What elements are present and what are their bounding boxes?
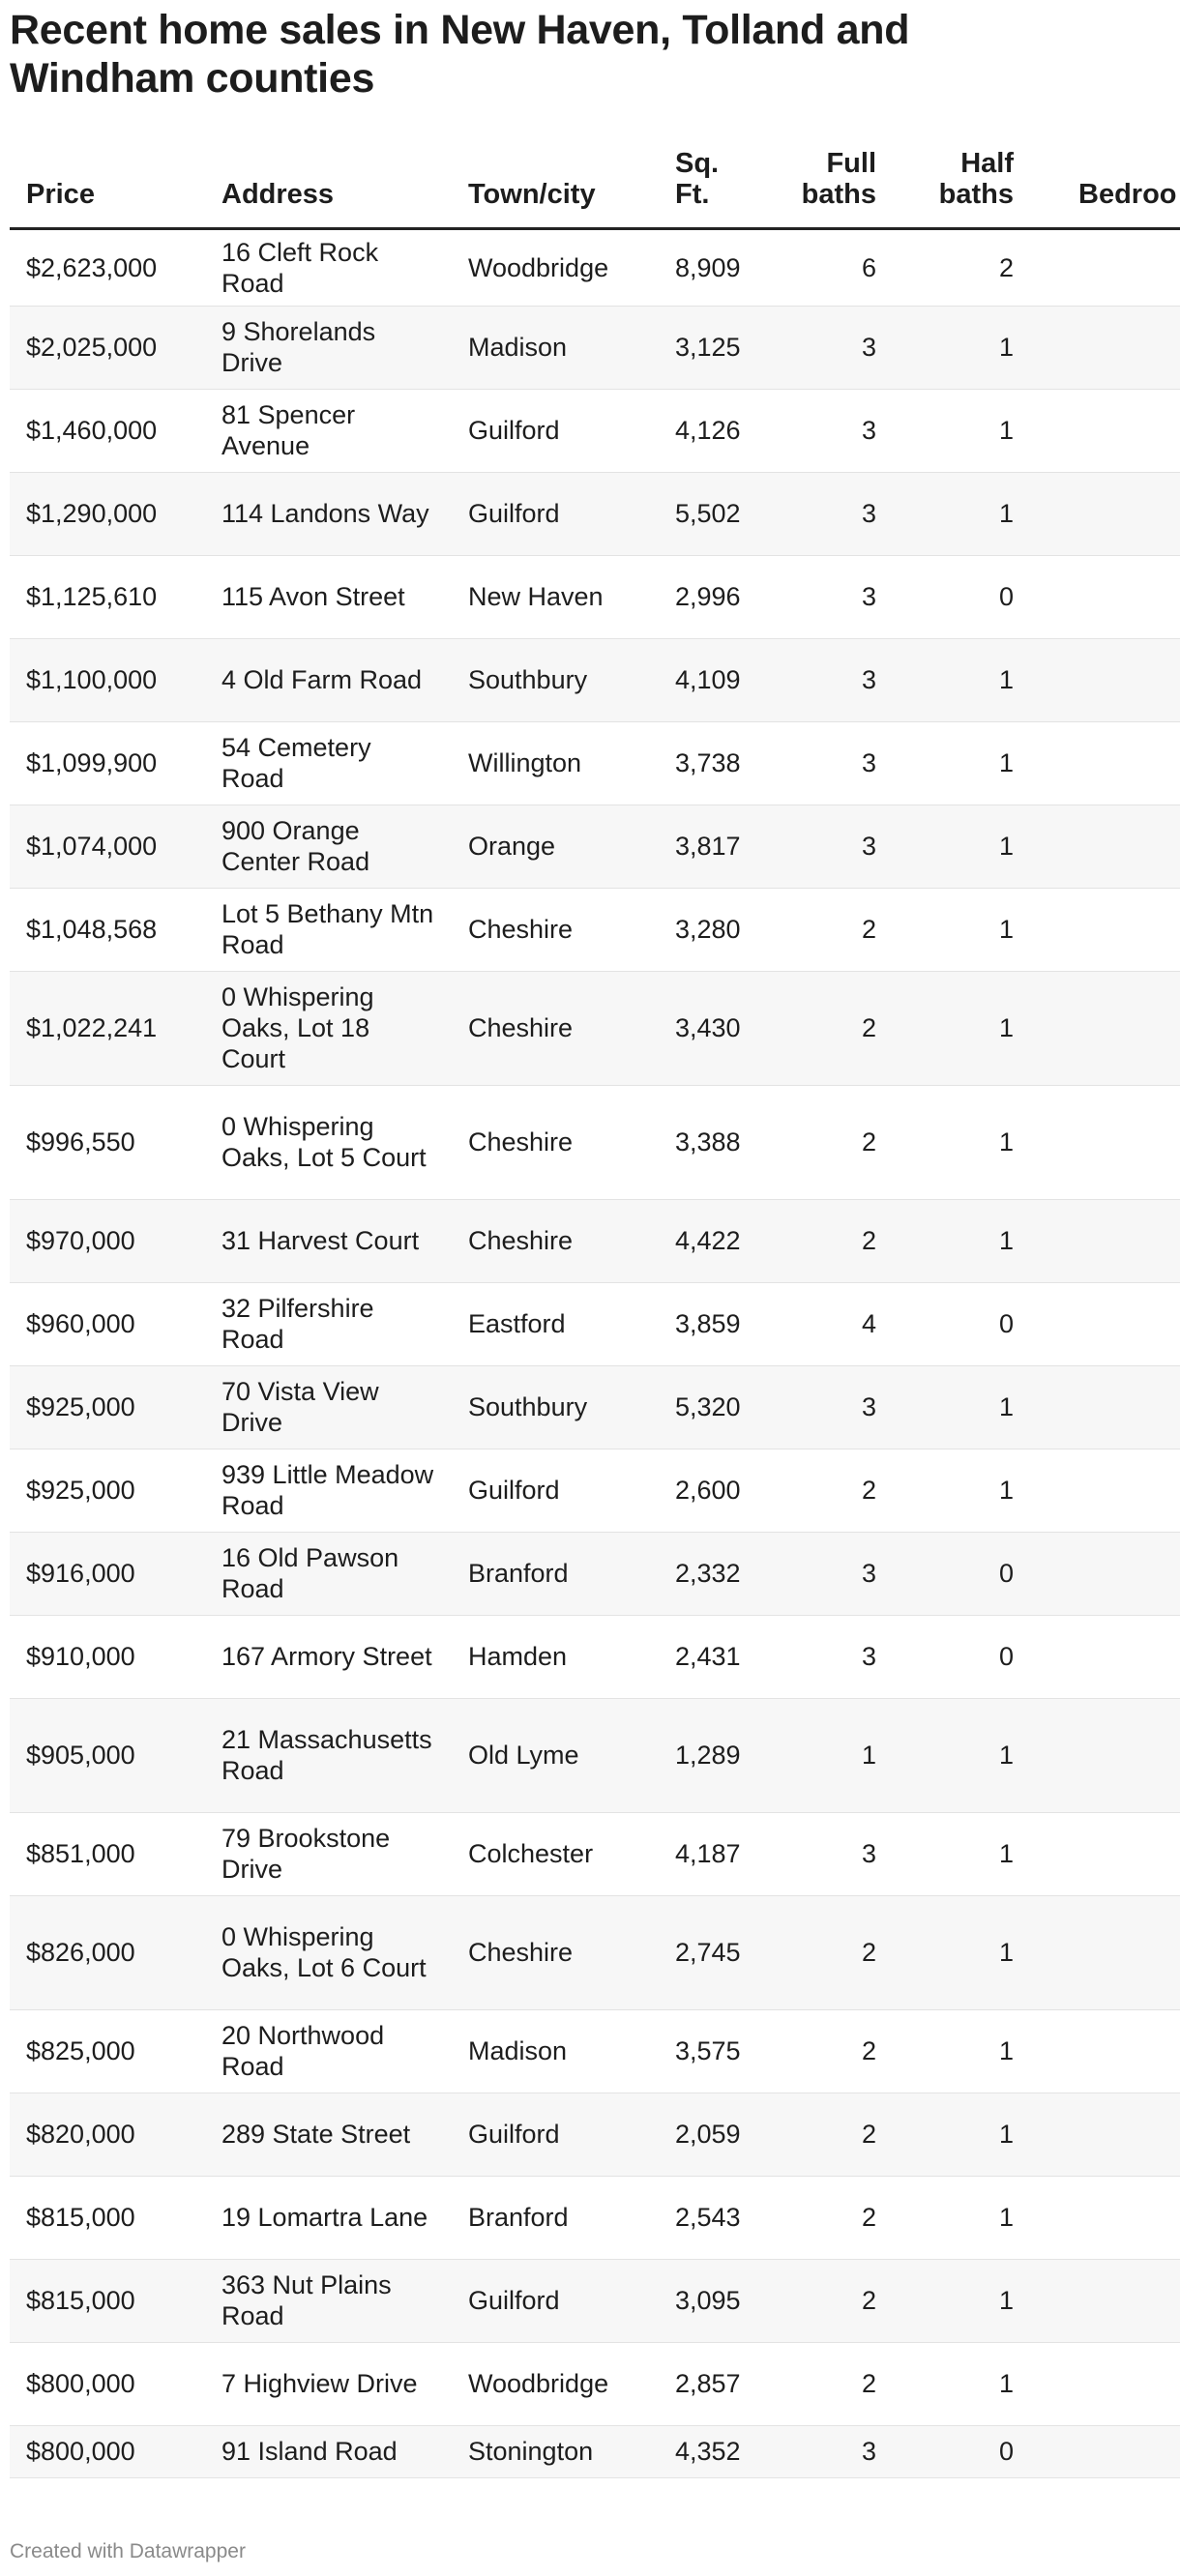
bedrooms-cell — [1030, 2342, 1180, 2425]
sqft-cell: 2,332 — [659, 1532, 760, 1615]
bedrooms-cell — [1030, 555, 1180, 638]
bedrooms-cell — [1030, 2259, 1180, 2342]
address-cell: 21 Massachusetts Road — [205, 1698, 452, 1812]
full-baths-cell: 3 — [760, 1532, 893, 1615]
town-cell: Woodbridge — [452, 228, 659, 306]
town-cell: Old Lyme — [452, 1698, 659, 1812]
half-baths-cell: 1 — [893, 1449, 1030, 1532]
full-baths-cell: 2 — [760, 888, 893, 971]
chart-title: Recent home sales in New Haven, Tolland and Windham counties — [10, 7, 910, 102]
half-baths-cell: 1 — [893, 805, 1030, 888]
price-cell: $1,290,000 — [10, 472, 205, 555]
sqft-cell: 3,280 — [659, 888, 760, 971]
header-half-baths[interactable]: Half baths — [893, 135, 1030, 228]
town-cell: Stonington — [452, 2425, 659, 2477]
town-cell: Orange — [452, 805, 659, 888]
table-row — [10, 1199, 1180, 1282]
sales-table — [10, 135, 1180, 2478]
town-cell: Willington — [452, 721, 659, 805]
sqft-cell: 4,187 — [659, 1812, 760, 1895]
town-cell: Southbury — [452, 1365, 659, 1449]
half-baths-cell: 1 — [893, 389, 1030, 472]
half-baths-cell: 1 — [893, 971, 1030, 1085]
sqft-cell: 4,422 — [659, 1199, 760, 1282]
full-baths-cell: 3 — [760, 805, 893, 888]
address-cell: 363 Nut Plains Road — [205, 2259, 452, 2342]
half-baths-cell: 1 — [893, 2093, 1030, 2176]
sqft-cell: 4,352 — [659, 2425, 760, 2477]
footer-credit: Created with Datawrapper — [10, 2540, 246, 2562]
address-cell: 20 Northwood Road — [205, 2009, 452, 2093]
table-row — [10, 1895, 1180, 2009]
address-cell: 16 Cleft Rock Road — [205, 228, 452, 306]
full-baths-cell: 4 — [760, 1282, 893, 1365]
price-cell: $960,000 — [10, 1282, 205, 1365]
full-baths-cell: 3 — [760, 638, 893, 721]
sqft-cell: 3,095 — [659, 2259, 760, 2342]
bedrooms-cell — [1030, 1698, 1180, 1812]
table-row — [10, 1532, 1180, 1615]
price-cell: $925,000 — [10, 1365, 205, 1449]
sqft-cell: 8,909 — [659, 228, 760, 306]
town-cell: Madison — [452, 306, 659, 389]
table-row — [10, 721, 1180, 805]
address-cell: 9 Shorelands Drive — [205, 306, 452, 389]
full-baths-cell: 2 — [760, 2009, 893, 2093]
full-baths-cell: 3 — [760, 2425, 893, 2477]
table-row — [10, 638, 1180, 721]
half-baths-cell: 1 — [893, 2009, 1030, 2093]
sqft-cell: 2,543 — [659, 2176, 760, 2259]
bedrooms-cell — [1030, 2009, 1180, 2093]
price-cell: $1,099,900 — [10, 721, 205, 805]
price-cell: $851,000 — [10, 1812, 205, 1895]
sqft-cell: 3,817 — [659, 805, 760, 888]
town-cell: Madison — [452, 2009, 659, 2093]
full-baths-cell: 2 — [760, 2176, 893, 2259]
table-row — [10, 1615, 1180, 1698]
full-baths-cell: 2 — [760, 2093, 893, 2176]
header-price[interactable]: Price — [10, 135, 205, 228]
full-baths-cell: 2 — [760, 1449, 893, 1532]
half-baths-cell: 0 — [893, 1282, 1030, 1365]
town-cell: Cheshire — [452, 971, 659, 1085]
price-cell: $2,623,000 — [10, 228, 205, 306]
full-baths-cell: 3 — [760, 1365, 893, 1449]
address-cell: 70 Vista View Drive — [205, 1365, 452, 1449]
header-town[interactable]: Town/city — [452, 135, 659, 228]
sqft-cell: 3,575 — [659, 2009, 760, 2093]
full-baths-cell: 6 — [760, 228, 893, 306]
address-cell: 167 Armory Street — [205, 1615, 452, 1698]
price-cell: $825,000 — [10, 2009, 205, 2093]
town-cell: Guilford — [452, 389, 659, 472]
full-baths-cell: 3 — [760, 306, 893, 389]
table-row — [10, 1812, 1180, 1895]
table-row — [10, 1282, 1180, 1365]
bedrooms-cell — [1030, 1615, 1180, 1698]
bedrooms-cell — [1030, 1812, 1180, 1895]
address-cell: 0 Whispering Oaks, Lot 18 Court — [205, 971, 452, 1085]
table-row — [10, 2093, 1180, 2176]
price-cell: $1,460,000 — [10, 389, 205, 472]
address-cell: 289 State Street — [205, 2093, 452, 2176]
price-cell: $910,000 — [10, 1615, 205, 1698]
full-baths-cell: 3 — [760, 1812, 893, 1895]
table-row — [10, 228, 1180, 306]
half-baths-cell: 1 — [893, 2342, 1030, 2425]
address-cell: 0 Whispering Oaks, Lot 5 Court — [205, 1085, 452, 1199]
full-baths-cell: 3 — [760, 721, 893, 805]
table-row — [10, 1085, 1180, 1199]
header-sqft[interactable]: Sq. Ft. — [659, 135, 760, 228]
address-cell: 31 Harvest Court — [205, 1199, 452, 1282]
town-cell: Branford — [452, 1532, 659, 1615]
town-cell: Guilford — [452, 2093, 659, 2176]
town-cell: Eastford — [452, 1282, 659, 1365]
full-baths-cell: 2 — [760, 2259, 893, 2342]
full-baths-cell: 2 — [760, 1085, 893, 1199]
sqft-cell: 3,125 — [659, 306, 760, 389]
table-row — [10, 555, 1180, 638]
sqft-cell: 3,738 — [659, 721, 760, 805]
half-baths-cell: 1 — [893, 1895, 1030, 2009]
full-baths-cell: 2 — [760, 2342, 893, 2425]
half-baths-cell: 0 — [893, 1615, 1030, 1698]
half-baths-cell: 1 — [893, 1812, 1030, 1895]
price-cell: $916,000 — [10, 1532, 205, 1615]
bedrooms-cell — [1030, 805, 1180, 888]
bedrooms-cell — [1030, 971, 1180, 1085]
bedrooms-cell — [1030, 1365, 1180, 1449]
full-baths-cell: 2 — [760, 1199, 893, 1282]
table-row — [10, 805, 1180, 888]
price-cell: $1,022,241 — [10, 971, 205, 1085]
address-cell: 32 Pilfershire Road — [205, 1282, 452, 1365]
sqft-cell: 2,059 — [659, 2093, 760, 2176]
table-row — [10, 306, 1180, 389]
sqft-cell: 3,430 — [659, 971, 760, 1085]
bedrooms-cell — [1030, 472, 1180, 555]
sqft-cell: 2,857 — [659, 2342, 760, 2425]
sqft-cell: 3,388 — [659, 1085, 760, 1199]
price-cell: $970,000 — [10, 1199, 205, 1282]
town-cell: Colchester — [452, 1812, 659, 1895]
table-row — [10, 1365, 1180, 1449]
half-baths-cell: 1 — [893, 1199, 1030, 1282]
full-baths-cell: 3 — [760, 1615, 893, 1698]
price-cell: $1,125,610 — [10, 555, 205, 638]
address-cell: 114 Landons Way — [205, 472, 452, 555]
town-cell: Branford — [452, 2176, 659, 2259]
bedrooms-cell — [1030, 2093, 1180, 2176]
address-cell: 19 Lomartra Lane — [205, 2176, 452, 2259]
sqft-cell: 5,502 — [659, 472, 760, 555]
town-cell: New Haven — [452, 555, 659, 638]
bedrooms-cell — [1030, 1085, 1180, 1199]
full-baths-cell: 3 — [760, 389, 893, 472]
price-cell: $815,000 — [10, 2259, 205, 2342]
table-body — [10, 228, 1180, 2477]
table-row — [10, 2009, 1180, 2093]
bedrooms-cell — [1030, 1199, 1180, 1282]
table-row — [10, 888, 1180, 971]
town-cell: Hamden — [452, 1615, 659, 1698]
address-cell: 54 Cemetery Road — [205, 721, 452, 805]
sqft-cell: 2,431 — [659, 1615, 760, 1698]
bedrooms-cell — [1030, 1532, 1180, 1615]
header-full-baths[interactable]: Full baths — [760, 135, 893, 228]
table-row — [10, 1698, 1180, 1812]
half-baths-cell: 1 — [893, 306, 1030, 389]
half-baths-cell: 1 — [893, 888, 1030, 971]
sqft-cell: 1,289 — [659, 1698, 760, 1812]
table-row — [10, 2176, 1180, 2259]
bedrooms-cell — [1030, 306, 1180, 389]
bedrooms-cell — [1030, 1449, 1180, 1532]
bedrooms-cell — [1030, 2176, 1180, 2259]
half-baths-cell: 1 — [893, 2176, 1030, 2259]
price-cell: $1,100,000 — [10, 638, 205, 721]
sqft-cell: 2,745 — [659, 1895, 760, 2009]
sales-table-container[interactable] — [10, 135, 1180, 2478]
bedrooms-cell — [1030, 2425, 1180, 2477]
half-baths-cell: 2 — [893, 228, 1030, 306]
town-cell: Woodbridge — [452, 2342, 659, 2425]
bedrooms-cell — [1030, 1895, 1180, 2009]
town-cell: Cheshire — [452, 1199, 659, 1282]
half-baths-cell: 1 — [893, 472, 1030, 555]
town-cell: Guilford — [452, 1449, 659, 1532]
table-row — [10, 389, 1180, 472]
town-cell: Guilford — [452, 472, 659, 555]
half-baths-cell: 1 — [893, 638, 1030, 721]
bedrooms-cell — [1030, 638, 1180, 721]
half-baths-cell: 0 — [893, 555, 1030, 638]
full-baths-cell: 3 — [760, 555, 893, 638]
address-cell: 115 Avon Street — [205, 555, 452, 638]
bedrooms-cell — [1030, 228, 1180, 306]
sqft-cell: 3,859 — [659, 1282, 760, 1365]
address-cell: 0 Whispering Oaks, Lot 6 Court — [205, 1895, 452, 2009]
town-cell: Cheshire — [452, 888, 659, 971]
table-row — [10, 2342, 1180, 2425]
sqft-cell: 2,600 — [659, 1449, 760, 1532]
full-baths-cell: 1 — [760, 1698, 893, 1812]
price-cell: $1,074,000 — [10, 805, 205, 888]
bedrooms-cell — [1030, 389, 1180, 472]
half-baths-cell: 1 — [893, 1698, 1030, 1812]
price-cell: $1,048,568 — [10, 888, 205, 971]
table-row — [10, 971, 1180, 1085]
table-header — [10, 135, 1180, 228]
town-cell: Guilford — [452, 2259, 659, 2342]
header-address[interactable]: Address — [205, 135, 452, 228]
table-row — [10, 2425, 1180, 2477]
half-baths-cell: 1 — [893, 721, 1030, 805]
bedrooms-cell — [1030, 888, 1180, 971]
half-baths-cell: 1 — [893, 1085, 1030, 1199]
sqft-cell: 2,996 — [659, 555, 760, 638]
sqft-cell: 4,126 — [659, 389, 760, 472]
table-row — [10, 1449, 1180, 1532]
bedrooms-cell — [1030, 1282, 1180, 1365]
address-cell: 939 Little Meadow Road — [205, 1449, 452, 1532]
price-cell: $905,000 — [10, 1698, 205, 1812]
address-cell: 91 Island Road — [205, 2425, 452, 2477]
half-baths-cell: 1 — [893, 2259, 1030, 2342]
town-cell: Cheshire — [452, 1895, 659, 2009]
town-cell: Southbury — [452, 638, 659, 721]
half-baths-cell: 1 — [893, 1365, 1030, 1449]
sqft-cell: 5,320 — [659, 1365, 760, 1449]
half-baths-cell: 0 — [893, 2425, 1030, 2477]
price-cell: $800,000 — [10, 2342, 205, 2425]
address-cell: 79 Brookstone Drive — [205, 1812, 452, 1895]
full-baths-cell: 2 — [760, 1895, 893, 2009]
price-cell: $2,025,000 — [10, 306, 205, 389]
table-row — [10, 2259, 1180, 2342]
bedrooms-cell — [1030, 721, 1180, 805]
address-cell: 4 Old Farm Road — [205, 638, 452, 721]
price-cell: $800,000 — [10, 2425, 205, 2477]
address-cell: 16 Old Pawson Road — [205, 1532, 452, 1615]
half-baths-cell: 0 — [893, 1532, 1030, 1615]
town-cell: Cheshire — [452, 1085, 659, 1199]
address-cell: 900 Orange Center Road — [205, 805, 452, 888]
address-cell: 7 Highview Drive — [205, 2342, 452, 2425]
full-baths-cell: 2 — [760, 971, 893, 1085]
price-cell: $996,550 — [10, 1085, 205, 1199]
price-cell: $820,000 — [10, 2093, 205, 2176]
address-cell: Lot 5 Bethany Mtn Road — [205, 888, 452, 971]
price-cell: $925,000 — [10, 1449, 205, 1532]
price-cell: $826,000 — [10, 1895, 205, 2009]
table-row — [10, 472, 1180, 555]
header-bedrooms[interactable]: Bedroo — [1030, 135, 1180, 228]
full-baths-cell: 3 — [760, 472, 893, 555]
price-cell: $815,000 — [10, 2176, 205, 2259]
address-cell: 81 Spencer Avenue — [205, 389, 452, 472]
sqft-cell: 4,109 — [659, 638, 760, 721]
